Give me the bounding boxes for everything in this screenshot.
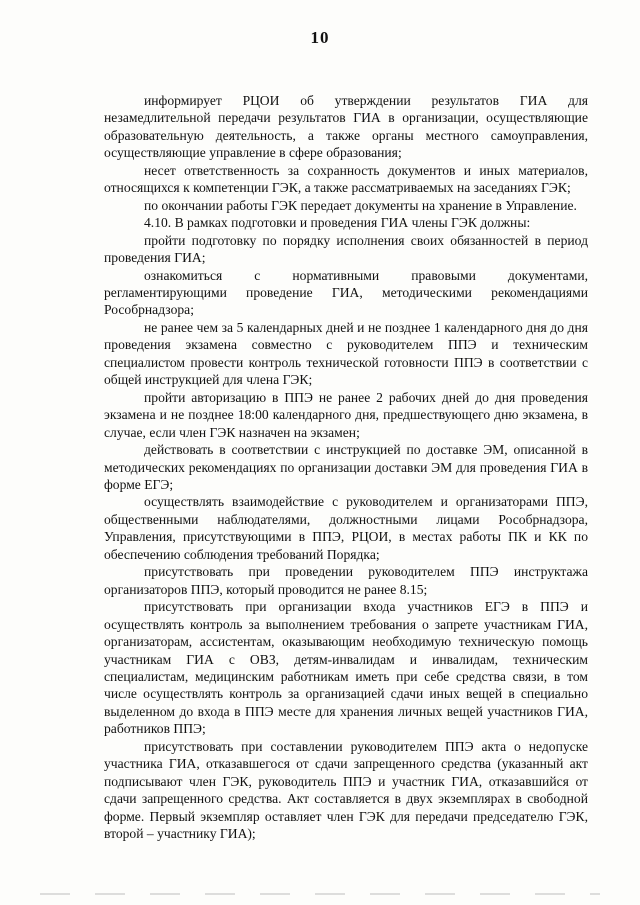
paragraph: осуществлять взаимодействие с руководителем и организаторами ППЭ, общественными наблюдателями, должностными лицами Рособрнадзора, Управления, присутствующими в ППЭ, РЦОИ, в местах работы ПК и КК по обеспечению соблюдения требований Порядка; [104, 494, 588, 562]
document-body [104, 92, 588, 842]
paragraph: несет ответственность за сохранность документов и иных материалов, относящихся к компетенции ГЭК, а также рассматриваемых на заседаниях ГЭК; [104, 162, 588, 196]
paragraph: присутствовать при составлении руководителем ППЭ акта о недопуске участника ГИА, отказавшегося от сдачи запрещенного средства (указанный акт подписывают член ГЭК, руководитель ППЭ и участник ГИА, отказавшийся от сдачи запрещенного средства. Акт составляется в двух экземплярах в свободной форме. Первый экземпляр оставляет член ГЭК для передачи председателю ГЭК, второй – участнику ГИА); [104, 738, 588, 842]
paragraph: пройти авторизацию в ППЭ не ранее 2 рабочих дней до дня проведения экзамена и не позднее 18:00 календарного дня, предшествующего дню экзамена, в случае, если член ГЭК назначен на экзамен; [104, 389, 588, 440]
page-number: 10 [310, 28, 330, 47]
scan-edge-divider [40, 893, 600, 895]
paragraph: ознакомиться с нормативными правовыми документами, регламентирующими проведение ГИА, методическими рекомендациями Рособрнадзора; [104, 267, 588, 318]
paragraph: информирует РЦОИ об утверждении результатов ГИА для незамедлительной передачи результатов ГИА в организации, осуществляющие образовательную деятельность, а также органы местного самоуправления, осуществляющие управление в сфере образования; [104, 93, 588, 161]
paragraph: не ранее чем за 5 календарных дней и не позднее 1 календарного дня до дня проведения экзамена совместно с руководителем ППЭ и техническим специалистом провести контроль технической готовности ППЭ в соответствии с общей инструкцией для члена ГЭК; [104, 319, 588, 388]
section-heading: 4.10. В рамках подготовки и проведения ГИА члены ГЭК должны: [144, 215, 531, 231]
paragraph: по окончании работы ГЭК передает документы на хранение в Управление. [144, 197, 577, 213]
paragraph: действовать в соответствии с инструкцией по доставке ЭМ, описанной в методических рекомендациях по организации доставки ЭМ для проведения ГИА в форме ЕГЭ; [104, 442, 588, 492]
paragraph: пройти подготовку по порядку исполнения своих обязанностей в период проведения ГИА; [104, 232, 588, 266]
paragraph: присутствовать при организации входа участников ЕГЭ в ППЭ и осуществлять контроль за выполнением требования о запрете участникам ГИА, организаторам, ассистентам, оказывающим необходимую техническую помощь участникам ГИА с ОВЗ, детям-инвалидам и инвалидам, техническим специалистам, медицинским работникам иметь при себе средства связи, в том числе осуществлять контроль за организацией сдачи иных вещей в специально выделенном до входа в ППЭ месте для хранения личных вещей участников ГИА, работников ППЭ; [104, 599, 588, 737]
paragraph: присутствовать при проведении руководителем ППЭ инструктажа организаторов ППЭ, который проводится не ранее 8.15; [104, 564, 588, 597]
